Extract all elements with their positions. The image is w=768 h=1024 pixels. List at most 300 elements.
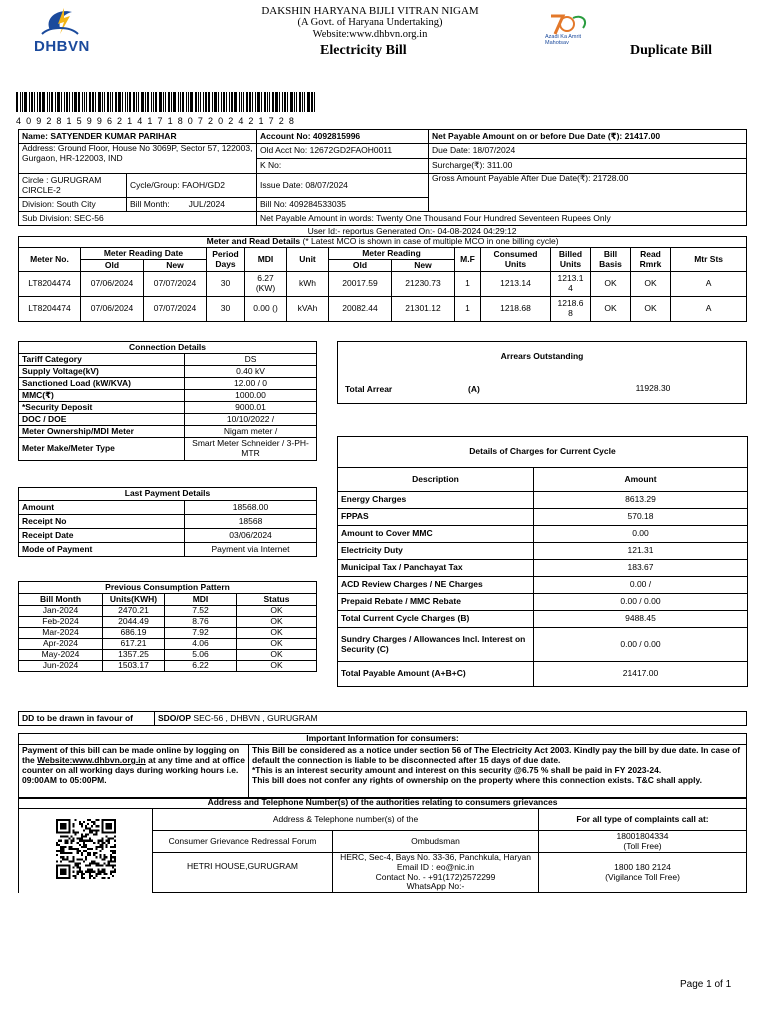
qr-module xyxy=(72,824,74,826)
amount-in-words: Net Payable Amount in words: Twenty One Thousand Four Hundred Seventeen Rupees Only xyxy=(257,212,747,226)
qr-module xyxy=(113,850,115,852)
cycle-group: Cycle/Group: FAOH/GD2 xyxy=(127,174,257,198)
qr-module xyxy=(70,840,72,842)
qr-module xyxy=(91,840,93,842)
qr-module xyxy=(64,836,66,838)
qr-module xyxy=(60,836,62,838)
qr-module xyxy=(111,865,113,867)
sdo-label: SDO/OP xyxy=(158,712,192,723)
meter-title: Meter and Read Details xyxy=(206,236,301,247)
sdo-value: SEC-56 , DHBVN , GURUGRAM xyxy=(191,712,318,723)
barcode-bar xyxy=(252,92,253,112)
qr-module xyxy=(95,848,97,850)
qr-module xyxy=(80,871,82,873)
qr-module xyxy=(80,877,82,879)
qr-module xyxy=(93,834,95,836)
table-row xyxy=(19,661,317,672)
barcode-bar xyxy=(264,92,266,112)
barcode-bar xyxy=(115,92,117,112)
qr-module xyxy=(74,875,76,877)
qr-module xyxy=(84,826,86,828)
qr-module xyxy=(78,850,80,852)
qr-module xyxy=(89,830,91,832)
qr-module xyxy=(80,834,82,836)
barcode-bar xyxy=(218,92,219,112)
qr-module xyxy=(82,850,84,852)
qr-module xyxy=(91,832,93,834)
qr-module xyxy=(84,846,86,848)
qr-module xyxy=(113,857,115,859)
qr-module xyxy=(82,830,84,832)
qr-module xyxy=(72,859,74,861)
qr-module xyxy=(95,832,97,834)
qr-module xyxy=(113,852,115,854)
qr-module xyxy=(68,819,70,833)
barcode-bar xyxy=(190,92,193,112)
ownership-label: Meter Ownership/MDI Meter xyxy=(19,426,185,438)
qr-module xyxy=(82,842,84,844)
qr-module xyxy=(95,830,97,832)
barcode-bar xyxy=(239,92,240,112)
sundry-charges-value: 0.00 / 0.00 xyxy=(534,628,748,662)
qr-module xyxy=(89,875,91,877)
info-ownership: This bill does not confer any rights of ownership on the property where this connection exists. T&C shall apply. xyxy=(252,775,702,785)
doc-label: DOC / DOE xyxy=(19,414,185,426)
qr-module xyxy=(56,865,70,867)
qr-module xyxy=(95,826,97,828)
receipt-no-label: Receipt No xyxy=(19,515,185,529)
qr-module xyxy=(101,871,103,873)
qr-module xyxy=(93,863,95,865)
qr-module xyxy=(91,871,93,873)
barcode-bar xyxy=(188,92,189,112)
qr-module xyxy=(74,834,76,836)
herc-email: Email ID : eo@nic.in xyxy=(396,861,475,872)
info-title: Important Information for consumers: xyxy=(19,734,747,745)
dhbvn-logo xyxy=(20,4,100,60)
cell-mdi: 5.06 xyxy=(165,650,237,661)
qr-module xyxy=(68,838,70,840)
barcode-bar xyxy=(246,92,248,112)
qr-module xyxy=(60,824,66,830)
barcode-bar xyxy=(272,92,274,112)
meter-row xyxy=(19,297,747,322)
qr-module xyxy=(80,838,82,840)
barcode-bar xyxy=(287,92,288,112)
qr-module xyxy=(109,850,111,852)
barcode-bar xyxy=(198,92,199,112)
consumed-units: 1218.68 xyxy=(481,297,551,322)
qr-module xyxy=(113,871,115,873)
qr-module xyxy=(68,865,70,879)
qr-module xyxy=(89,863,91,865)
qr-module xyxy=(62,836,64,838)
cell-mdi: 7.52 xyxy=(165,606,237,617)
qr-module xyxy=(60,852,62,854)
barcode-bar xyxy=(214,92,217,112)
municipal-tax-value: 183.67 xyxy=(534,560,748,577)
qr-module xyxy=(107,842,109,844)
qr-module xyxy=(76,832,78,834)
th-date-new: New xyxy=(144,260,207,272)
qr-module xyxy=(101,846,103,848)
qr-module xyxy=(78,871,80,873)
th-status: Status xyxy=(237,594,317,606)
qr-module xyxy=(56,832,70,834)
azadi-text: Azadi Ka Amrit Mahotsav xyxy=(545,34,582,46)
barcode-bar xyxy=(269,92,270,112)
k-no: K No: xyxy=(257,159,429,174)
qr-module xyxy=(111,871,113,873)
qr-module xyxy=(109,846,111,848)
qr-module xyxy=(72,830,74,832)
qr-module xyxy=(103,873,105,875)
qr-module xyxy=(97,819,99,821)
qr-module xyxy=(62,850,64,852)
qr-cell xyxy=(19,809,153,893)
barcode-bar xyxy=(155,92,157,112)
cell-status: OK xyxy=(237,639,317,650)
qr-module xyxy=(87,819,89,821)
qr-module xyxy=(113,859,115,861)
barcode-bar xyxy=(72,92,73,112)
table-row xyxy=(19,628,317,639)
dd-value xyxy=(155,712,747,726)
gross-amount: Gross Amount Payable After Due Date(₹): 21728.00 xyxy=(429,174,747,212)
qr-module xyxy=(89,855,91,857)
qr-module xyxy=(66,852,68,854)
barcode-bar xyxy=(102,92,103,112)
barcode-bar xyxy=(208,92,210,112)
electricity-duty-label: Electricity Duty xyxy=(338,543,534,560)
qr-module xyxy=(113,865,115,867)
qr-module xyxy=(99,840,101,842)
qr-module xyxy=(95,834,97,836)
important-info xyxy=(18,733,746,799)
new-date: 07/07/2024 xyxy=(144,297,207,322)
qr-module xyxy=(56,844,58,846)
fppas-value: 570.18 xyxy=(534,509,748,526)
barcode-bar xyxy=(200,92,201,112)
qr-module xyxy=(111,867,113,869)
barcode-bar xyxy=(66,92,68,112)
qr-module xyxy=(66,857,68,859)
qr-module xyxy=(93,877,95,879)
qr-module xyxy=(87,852,89,854)
qr-module xyxy=(95,857,97,859)
old-date: 07/06/2024 xyxy=(81,297,144,322)
herc-whatsapp: WhatsApp No:- xyxy=(406,881,465,892)
qr-module xyxy=(95,873,97,875)
th-read-new: New xyxy=(392,260,455,272)
barcode-bar xyxy=(55,92,56,112)
payment-mode-label: Mode of Payment xyxy=(19,543,185,557)
barcode-bar xyxy=(145,92,146,112)
bill-basis: OK xyxy=(591,297,631,322)
energy-charges-label: Energy Charges xyxy=(338,492,534,509)
prepaid-rebate-value: 0.00 / 0.00 xyxy=(534,594,748,611)
qr-module xyxy=(103,857,105,859)
qr-module xyxy=(93,821,95,823)
qr-module xyxy=(91,875,93,877)
qr-module xyxy=(97,871,99,873)
qr-module xyxy=(82,846,84,848)
toll-free-number: 18001804334 xyxy=(616,830,669,841)
qr-module xyxy=(76,852,78,854)
qr-module xyxy=(68,861,70,863)
qr-module xyxy=(72,826,74,828)
read-remark: OK xyxy=(631,272,671,297)
circle: Circle : GURUGRAM CIRCLE-2 xyxy=(19,174,127,198)
period-days: 30 xyxy=(207,297,245,322)
org-sub: (A Govt. of Haryana Undertaking) xyxy=(297,17,443,28)
barcode-bar xyxy=(163,92,164,112)
qr-module xyxy=(60,869,66,875)
qr-module xyxy=(70,846,72,848)
qr-module xyxy=(80,873,82,875)
consumption-pattern xyxy=(18,581,316,672)
qr-module xyxy=(97,869,99,871)
qr-module xyxy=(72,875,74,877)
barcode-bar xyxy=(147,92,149,112)
barcode-bar xyxy=(282,92,283,112)
th-meter-no: Meter No. xyxy=(19,248,81,272)
qr-module xyxy=(99,865,101,867)
qr-module xyxy=(82,821,84,823)
barcode-bar xyxy=(104,92,105,112)
info-left xyxy=(19,745,249,799)
cell-mdi: 8.76 xyxy=(165,617,237,628)
qr-module xyxy=(89,838,91,840)
division: Division: South City xyxy=(19,198,127,212)
herc-address xyxy=(333,853,539,893)
qr-module xyxy=(82,873,84,875)
qr-module xyxy=(89,832,91,834)
barcode-bar xyxy=(136,92,137,112)
website-link[interactable]: Website:www.dhbvn.org.in xyxy=(37,755,146,765)
barcode-bar xyxy=(205,92,207,112)
barcode-bar xyxy=(51,92,53,112)
new-reading: 21301.12 xyxy=(392,297,455,322)
barcode-bar xyxy=(107,92,109,112)
barcode-bar xyxy=(138,92,139,112)
qr-module xyxy=(58,850,60,852)
prepaid-rebate-label: Prepaid Rebate / MMC Rebate xyxy=(338,594,534,611)
qr-module xyxy=(111,852,113,854)
qr-module xyxy=(113,836,115,838)
meter-title-note: (* Latest MCO is shown in case of multiple MCO in one billing cycle) xyxy=(300,236,559,247)
last-payment-title: Last Payment Details xyxy=(19,488,317,501)
qr-module xyxy=(105,836,107,838)
barcode-bar xyxy=(127,92,128,112)
dd-row xyxy=(18,711,746,726)
qr-module xyxy=(66,840,68,842)
info-left-text-2: at any time and at office counter on all working days during working hours i.e. 09:00AM to 05:00PM. xyxy=(22,755,245,785)
barcode-bar xyxy=(31,92,33,112)
qr-module xyxy=(105,824,111,830)
qr-module xyxy=(70,836,72,838)
grievance-title: Address and Telephone Number(s) of the authorities relating to consumers grievances xyxy=(19,798,747,809)
barcode-bar xyxy=(178,92,179,112)
qr-module xyxy=(113,844,115,846)
barcode-bar xyxy=(42,92,45,112)
barcode-bar xyxy=(241,92,242,112)
qr-module xyxy=(56,855,58,857)
qr-module xyxy=(103,877,105,879)
qr-module xyxy=(99,873,101,875)
qr-module xyxy=(76,873,78,875)
barcode-bar xyxy=(212,92,213,112)
qr-module xyxy=(101,842,103,844)
qr-module xyxy=(103,842,105,844)
duplicate-bill-label: Duplicate Bill xyxy=(630,43,713,58)
qr-module xyxy=(89,848,91,850)
qr-module xyxy=(111,850,113,852)
qr-module xyxy=(74,863,76,865)
col-address: Address & Telephone number(s) of the xyxy=(153,809,539,831)
qr-module xyxy=(101,844,103,846)
qr-module xyxy=(76,842,78,844)
qr-module xyxy=(78,859,80,861)
bill-month-value: JUL/2024 xyxy=(188,198,225,209)
connection-details xyxy=(18,341,316,461)
receipt-date-value: 03/06/2024 xyxy=(185,529,317,543)
th-consumed: Consumed Units xyxy=(481,248,551,272)
qr-module xyxy=(109,857,111,859)
page-number: Page 1 of 1 xyxy=(680,979,732,990)
electricity-duty-value: 121.31 xyxy=(534,543,748,560)
qr-module xyxy=(109,861,111,863)
qr-module xyxy=(89,840,91,842)
charge-row xyxy=(338,611,748,628)
cell-units: 1503.17 xyxy=(103,661,165,672)
qr-module xyxy=(64,840,66,842)
qr-module xyxy=(89,873,91,875)
herc-line-1: HERC, Sec-4, Bays No. 33-36, Panchkula, Haryan xyxy=(340,852,531,862)
qr-module xyxy=(99,857,101,859)
charge-row xyxy=(338,662,748,687)
qr-module xyxy=(76,848,78,850)
qr-module xyxy=(101,840,103,842)
meter-row xyxy=(19,272,747,297)
payment-amount-value: 18568.00 xyxy=(185,501,317,515)
barcode-bar xyxy=(22,92,23,112)
barcode-bar xyxy=(98,92,101,112)
barcode-bar xyxy=(171,92,172,112)
cell-status: OK xyxy=(237,661,317,672)
qr-module xyxy=(72,871,74,873)
charge-row xyxy=(338,492,748,509)
qr-module xyxy=(89,865,91,867)
qr-module xyxy=(64,859,66,861)
qr-module xyxy=(105,846,107,848)
acd-review-label: ACD Review Charges / NE Charges xyxy=(338,577,534,594)
qr-module xyxy=(89,852,91,854)
qr-module xyxy=(107,863,109,865)
qr-module xyxy=(99,855,101,857)
barcode-bar xyxy=(173,92,176,112)
barcode-bar xyxy=(133,92,135,112)
barcode-bar xyxy=(226,92,227,112)
hetri-address: HETRI HOUSE,GURUGRAM xyxy=(153,853,333,893)
cell-mdi: 4.06 xyxy=(165,639,237,650)
barcode-bar xyxy=(180,92,181,112)
qr-module xyxy=(95,846,97,848)
barcode-bar xyxy=(37,92,38,112)
qr-module xyxy=(56,842,58,844)
consumption-title: Previous Consumption Pattern xyxy=(19,582,317,594)
qr-module xyxy=(82,844,84,846)
charge-row xyxy=(338,577,748,594)
th-reading-date: Meter Reading Date xyxy=(81,248,207,260)
qr-module xyxy=(80,875,82,877)
qr-module xyxy=(105,873,107,875)
account-no: Account No: 4092815996 xyxy=(257,130,429,144)
qr-module xyxy=(111,857,113,859)
qr-code-icon xyxy=(56,819,116,879)
mdi: 6.27 (KW) xyxy=(245,272,287,297)
qr-module xyxy=(84,834,86,836)
barcode-bar xyxy=(78,92,80,112)
qr-module xyxy=(101,865,103,867)
last-payment-details xyxy=(18,487,316,557)
qr-module xyxy=(97,865,99,867)
meter-status: A xyxy=(671,272,747,297)
qr-module xyxy=(105,844,107,846)
total-arrear-code: (A) xyxy=(468,384,480,394)
grievance-section xyxy=(18,797,746,893)
qr-module xyxy=(64,842,66,844)
qr-module xyxy=(72,848,74,850)
mmc-label: MMC(₹) xyxy=(19,390,185,402)
sundry-charges-label: Sundry Charges / Allowances Incl. Interest on Security (C) xyxy=(338,628,534,662)
qr-module xyxy=(105,840,107,842)
qr-module xyxy=(72,867,74,869)
qr-module xyxy=(105,865,107,867)
qr-module xyxy=(78,867,80,869)
cell-units: 686.19 xyxy=(103,628,165,639)
qr-module xyxy=(68,846,70,848)
arrears-box xyxy=(337,341,747,404)
qr-module xyxy=(76,838,78,840)
cell-units: 2470.21 xyxy=(103,606,165,617)
qr-module xyxy=(91,863,93,865)
barcode-bar xyxy=(304,92,305,112)
barcode-bar xyxy=(89,92,91,112)
logo-text: DHBVN xyxy=(34,38,90,55)
payment-mode-value: Payment via Internet xyxy=(185,543,317,557)
barcode-bar xyxy=(234,92,237,112)
current-charges xyxy=(337,436,747,687)
qr-module xyxy=(93,852,95,854)
consumer-details xyxy=(18,129,746,236)
qr-module xyxy=(101,869,103,871)
qr-module xyxy=(87,855,89,857)
qr-module xyxy=(103,869,105,871)
qr-module xyxy=(97,863,99,865)
cell-status: OK xyxy=(237,617,317,628)
barcode-bar xyxy=(314,92,315,112)
qr-module xyxy=(97,846,99,848)
dd-label: DD to be drawn in favour of xyxy=(19,712,155,726)
qr-module xyxy=(91,821,93,823)
qr-module xyxy=(68,848,70,850)
qr-module xyxy=(91,826,93,828)
charge-row xyxy=(338,509,748,526)
barcode-bar xyxy=(92,92,94,112)
barcode-bar xyxy=(141,92,144,112)
barcode-bar xyxy=(296,92,297,112)
